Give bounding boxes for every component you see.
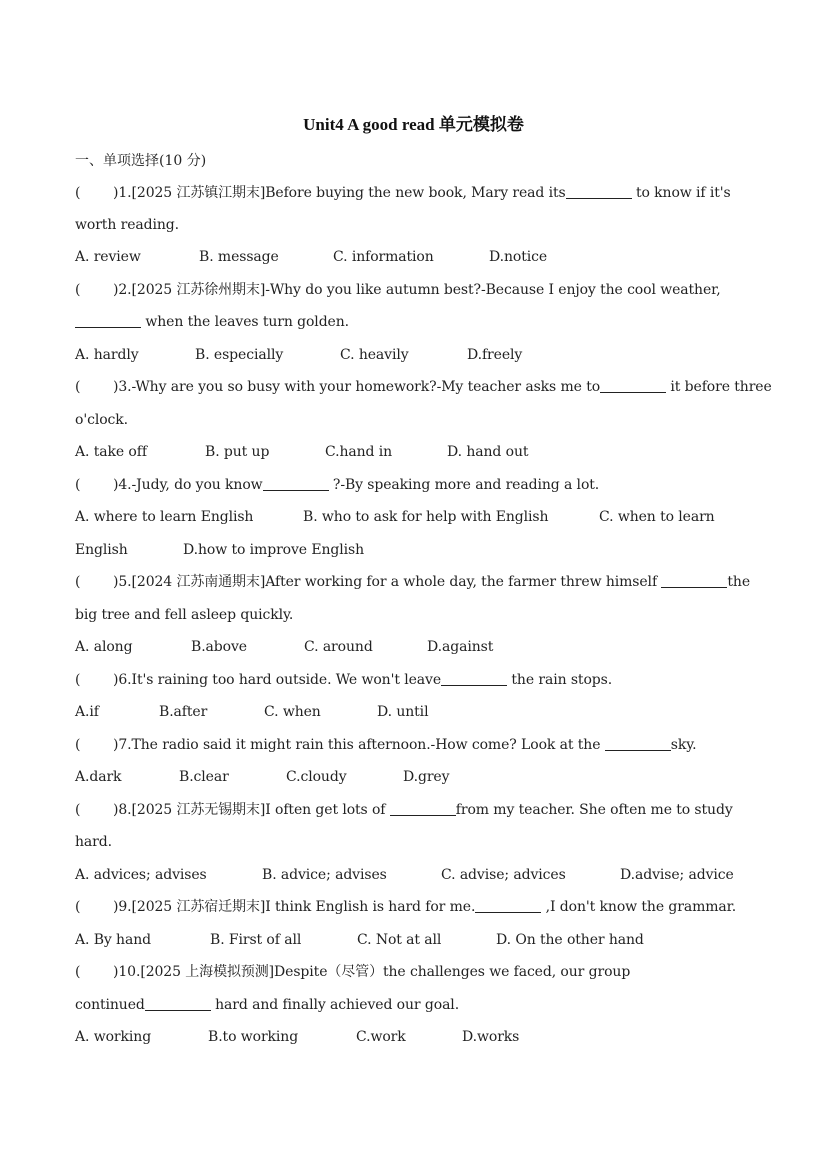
answer-paren: ( [75, 737, 81, 753]
question-7-stem: ( )7.The radio said it might rain this afternoon.-How come? Look at the sky. [75, 737, 697, 753]
option-b: B. put up [205, 444, 270, 460]
question-8-options [75, 865, 775, 885]
question-8-stem-cont: hard. [75, 834, 112, 850]
question-3-options [75, 442, 775, 462]
option-a: A. working [75, 1029, 152, 1045]
option-d: D. hand out [447, 444, 529, 460]
question-2-stem: ( )2.[2025 江苏徐州期末]-Why do you like autumn best?-Because I enjoy the cool weather, [75, 282, 721, 298]
answer-paren: ( [75, 477, 81, 493]
option-c: C.work [356, 1029, 406, 1045]
question-5-options [75, 637, 775, 657]
answer-paren: ( [75, 672, 81, 688]
option-c: C.cloudy [286, 769, 347, 785]
question-10-stem-cont: continued hard and finally achieved our goal. [75, 997, 460, 1013]
answer-paren: ( [75, 899, 81, 915]
option-c: C. heavily [340, 347, 409, 363]
question-7-options [75, 767, 775, 787]
answer-paren: ( [75, 574, 81, 590]
answer-paren: ( [75, 964, 81, 980]
option-a: A.if [75, 704, 99, 720]
question-2-stem-cont: when the leaves turn golden. [75, 312, 349, 332]
option-c-cont: English [75, 542, 128, 558]
option-b: B.clear [179, 769, 229, 785]
option-c: C. Not at all [357, 932, 442, 948]
question-6-stem: ( )6.It's raining too hard outside. We won't leave the rain stops. [75, 672, 613, 688]
question-1-stem: ( )1.[2025 江苏镇江期末]Before buying the new book, Mary read its to know if it's [75, 185, 731, 201]
answer-blank [263, 476, 329, 491]
question-6-options [75, 702, 775, 722]
option-a: A.dark [75, 769, 122, 785]
option-b: B. who to ask for help with English [303, 509, 549, 525]
question-4-options [75, 507, 775, 527]
question-10-options [75, 1027, 775, 1047]
answer-blank [441, 671, 507, 686]
question-9-options [75, 930, 775, 950]
question-4-stem: ( )4.-Judy, do you know ?-By speaking more and reading a lot. [75, 477, 600, 493]
option-d: D. until [377, 704, 429, 720]
option-c: C. advise; advices [441, 867, 566, 883]
answer-blank [145, 996, 211, 1011]
option-a: A. advices; advises [75, 867, 207, 883]
answer-blank [75, 313, 141, 328]
question-9-stem: ( )9.[2025 江苏宿迁期末]I think English is hard for me. ,I don't know the grammar. [75, 899, 737, 915]
question-1-options [75, 247, 775, 267]
page-title: Unit4 A good read 单元模拟卷 [303, 115, 524, 134]
option-d: D.against [427, 639, 494, 655]
question-8-stem: ( )8.[2025 江苏无锡期末]I often get lots of from my teacher. She often me to study [75, 802, 733, 818]
answer-blank [390, 801, 456, 816]
option-d: D.advise; advice [620, 867, 734, 883]
option-d: D.grey [403, 769, 450, 785]
option-d: D. On the other hand [496, 932, 644, 948]
answer-paren: ( [75, 802, 81, 818]
option-c: C.hand in [325, 444, 393, 460]
option-b: B.above [191, 639, 247, 655]
option-b: B.after [159, 704, 208, 720]
option-a: A. review [75, 249, 141, 265]
answer-blank [605, 736, 671, 751]
question-10-stem: ( )10.[2025 上海模拟预测]Despite（尽管）the challenges we faced, our group [75, 964, 631, 980]
option-c: C. around [304, 639, 373, 655]
question-1-stem-cont: worth reading. [75, 217, 179, 233]
option-b: B.to working [208, 1029, 299, 1045]
option-b: B. message [199, 249, 279, 265]
option-d: D.how to improve English [183, 542, 364, 558]
answer-blank [566, 184, 632, 199]
option-a: A. along [75, 639, 133, 655]
option-c: C. information [333, 249, 434, 265]
option-a: A. where to learn English [75, 509, 254, 525]
question-4-options-cont [75, 540, 775, 560]
question-2-options [75, 345, 775, 365]
option-a: A. hardly [75, 347, 139, 363]
option-b: B. especially [195, 347, 284, 363]
option-d: D.works [462, 1029, 520, 1045]
question-3-stem-cont: o'clock. [75, 412, 128, 428]
option-a: A. take off [75, 444, 147, 460]
option-a: A. By hand [75, 932, 152, 948]
answer-blank [475, 898, 541, 913]
option-c: C. when [264, 704, 321, 720]
section-heading: 一、单项选择(10 分) [75, 153, 207, 169]
answer-blank [661, 573, 727, 588]
answer-paren: ( [75, 379, 81, 395]
question-3-stem: ( )3.-Why are you so busy with your homework?-My teacher asks me to it before three [75, 379, 772, 395]
option-d: D.notice [489, 249, 548, 265]
answer-paren: ( [75, 282, 81, 298]
answer-paren: ( [75, 185, 81, 201]
option-b: B. First of all [210, 932, 302, 948]
question-5-stem: ( )5.[2024 江苏南通期末]After working for a whole day, the farmer threw himself the [75, 574, 751, 590]
answer-blank [600, 378, 666, 393]
option-c: C. when to learn [599, 509, 715, 525]
question-5-stem-cont: big tree and fell asleep quickly. [75, 607, 294, 623]
option-b: B. advice; advises [262, 867, 387, 883]
option-d: D.freely [467, 347, 523, 363]
